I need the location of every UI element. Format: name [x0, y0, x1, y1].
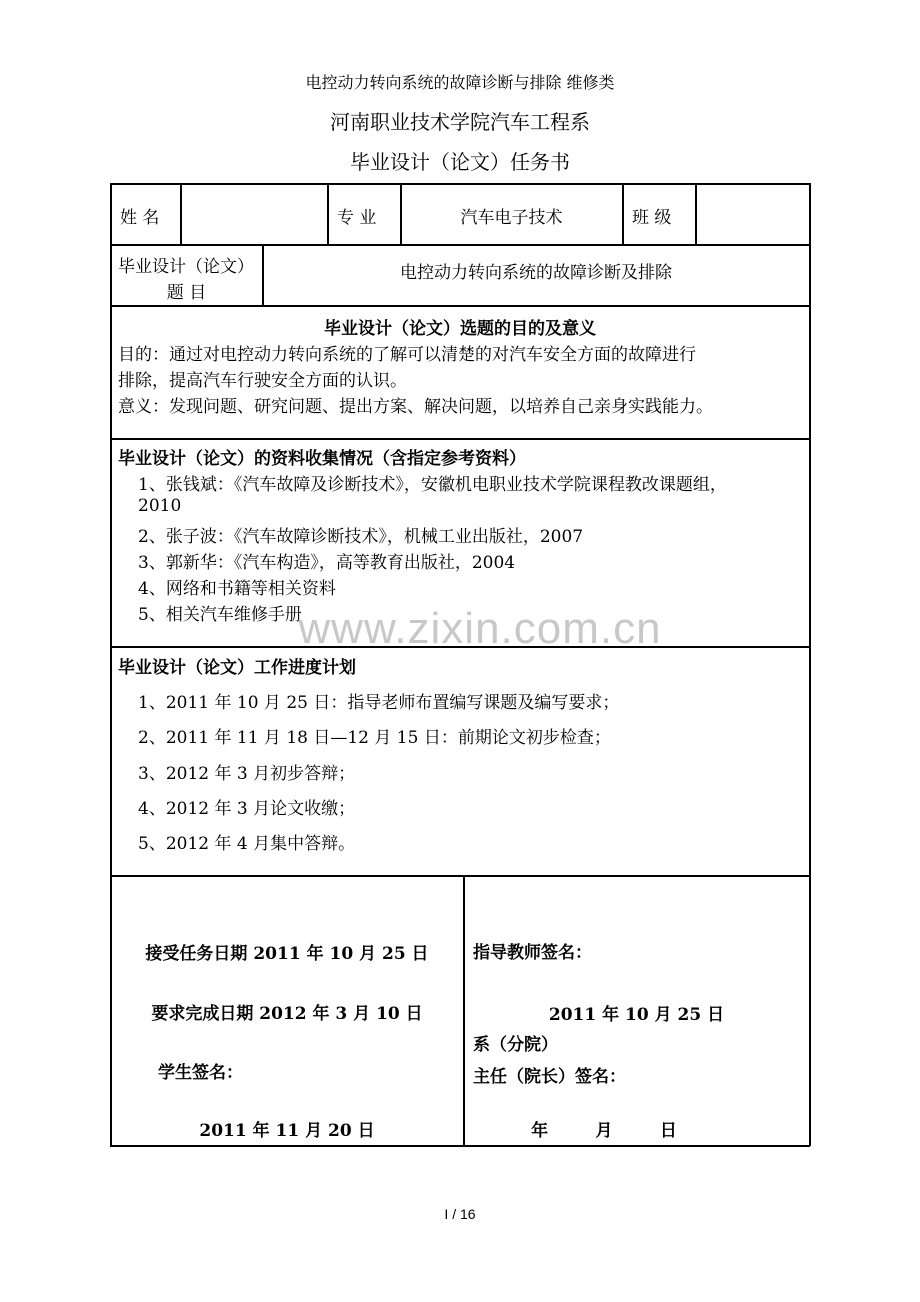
page-number: I / 16 [444, 1206, 476, 1222]
purpose-line: 排除，提高汽车行驶安全方面的认识。 [118, 371, 407, 391]
watermark: www.zixin.com.cn [298, 604, 662, 653]
significance-line: 意义：发现问题、研究问题、提出方案、解决问题，以培养自己亲身实践能力。 [118, 397, 713, 417]
topic-value: 电控动力转向系统的故障诊断及排除 [400, 263, 672, 283]
reference-item: 1、张钱斌：《汽车故障及诊断技术》，安徽机电职业技术学院课程教改课题组， [138, 475, 727, 495]
accept-date: 接受任务日期 2011 年 10 月 25 日 [145, 944, 429, 964]
student-sign-date: 2011 年 11 月 20 日 [199, 1121, 375, 1141]
advisor-sign-date: 2011 年 10 月 25 日 [548, 1005, 725, 1025]
due-date: 要求完成日期 2012 年 3 月 10 日 [151, 1004, 423, 1024]
major-label: 专 业 [337, 208, 377, 228]
purpose-line: 目的：通过对电控动力转向系统的了解可以清楚的对汽车安全方面的故障进行 [118, 345, 696, 365]
references-heading: 毕业设计（论文）的资料收集情况（含指定参考资料） [118, 449, 526, 469]
schedule-item: 2、2011 年 11 月 18 日—12 月 15 日：前期论文初步检查； [138, 728, 611, 748]
reference-item: 3、郭新华：《汽车构造》，高等教育出版社，2004 [138, 553, 516, 573]
director-signature-label: 主任（院长）签名： [473, 1067, 626, 1087]
topic-label-line1: 毕业设计（论文） [118, 257, 254, 277]
department-label: 系（分院） [473, 1035, 558, 1055]
schedule-item: 1、2011 年 10 月 25 日：指导老师布置编写课题及编写要求； [138, 693, 620, 713]
director-sign-date: 年 月 日 [531, 1121, 677, 1141]
document-title: 毕业设计（论文）任务书 [350, 150, 570, 174]
running-title: 电控动力转向系统的故障诊断与排除 维修类 [305, 73, 615, 92]
reference-item: 2010 [138, 496, 182, 516]
schedule-item: 3、2012 年 3 月初步答辩； [138, 764, 356, 784]
reference-item: 5、相关汽车维修手册 [138, 605, 302, 625]
schedule-heading: 毕业设计（论文）工作进度计划 [118, 658, 356, 678]
purpose-heading: 毕业设计（论文）选题的目的及意义 [324, 319, 596, 339]
student-signature-label: 学生签名： [158, 1063, 243, 1083]
name-label: 姓 名 [120, 208, 160, 228]
major-value: 汽车电子技术 [460, 208, 563, 228]
reference-item: 2、张子波：《汽车故障诊断技术》，机械工业出版社，2007 [138, 527, 584, 547]
class-label: 班 级 [632, 208, 672, 228]
schedule-item: 4、2012 年 3 月论文收缴； [138, 799, 356, 819]
reference-item: 4、网络和书籍等相关资料 [138, 579, 336, 599]
school-name: 河南职业技术学院汽车工程系 [330, 110, 590, 134]
schedule-item: 5、2012 年 4 月集中答辩。 [138, 834, 356, 854]
advisor-signature-label: 指导教师签名： [473, 943, 592, 963]
topic-label-line2: 题 目 [166, 283, 207, 303]
